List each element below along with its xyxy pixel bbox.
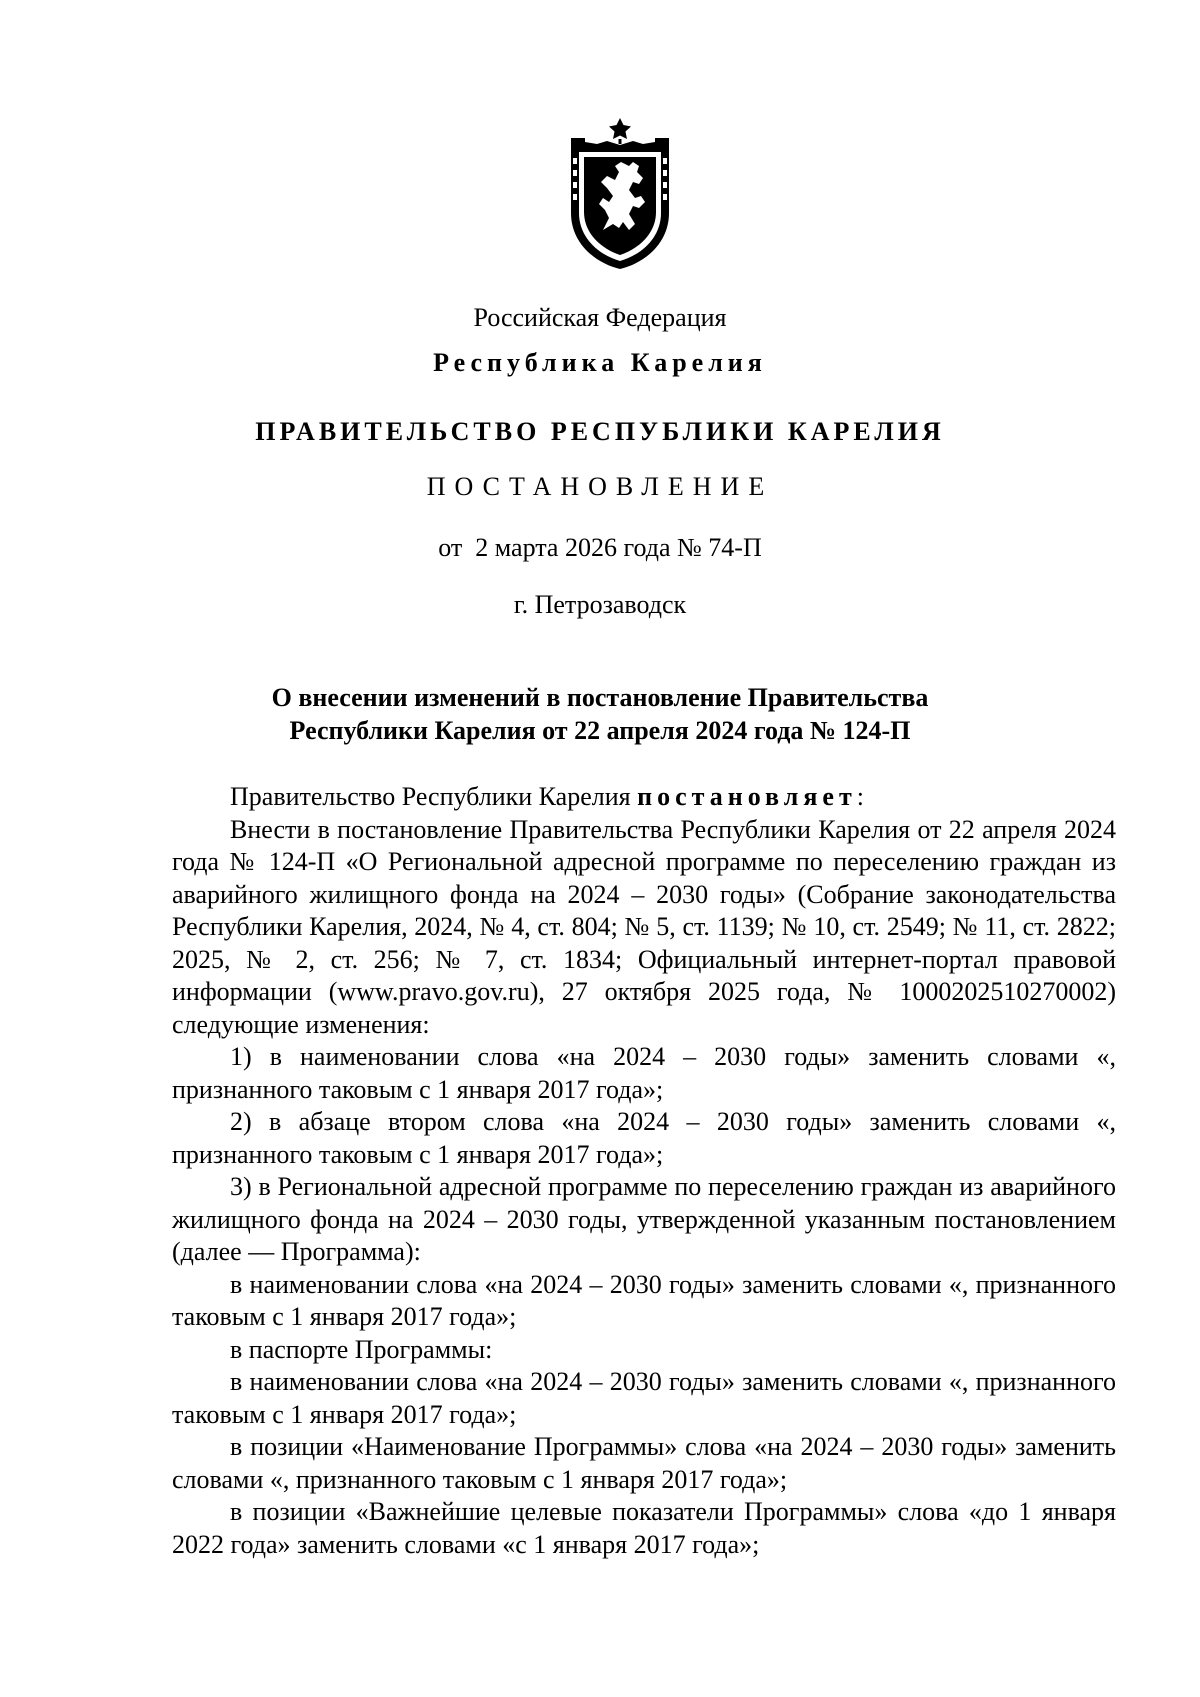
government-name: ПРАВИТЕЛЬСТВО РЕСПУБЛИКИ КАРЕЛИЯ	[255, 417, 945, 446]
republic-name: Республика Карелия	[433, 348, 767, 377]
document-body	[172, 781, 1116, 1561]
body-paragraph-item-1: 1) в наименовании слова «на 2024 – 2030 годы» заменить словами «, признанного таковым с 1 января 2017 года»;	[172, 1042, 1116, 1104]
body-paragraph-main: Внести в постановление Правительства Республики Карелия от 22 апреля 2024 года № 124-П «О Региональной адресной программе по переселению граждан из аварийного жилищного фонда на 2024 – 2030 годы» (Собрание законодательства Республики Карелия, 2024, № 4, ст. 804; № 5, ст. 1139; № 10, ст. 2549; № 11, ст. 2822; 2025, № 2, ст. 256; № 7, ст. 1834; Официальный интернет-портал правовой информации (www.pravo.gov.ru), 27 октября 2025 года, № 1000202510270002) следующие изменения:	[172, 814, 1116, 1039]
decree-colon: :	[856, 782, 864, 811]
document-type: ПОСТАНОВЛЕНИЕ	[426, 472, 774, 501]
body-paragraph: в наименовании слова «на 2024 – 2030 годы» заменить словами «, признанного таковым с 1 января 2017 года»;	[172, 1269, 1116, 1331]
body-paragraph: в паспорте Программы:	[230, 1334, 493, 1364]
coat-of-arms-icon	[567, 118, 673, 270]
country-name: Российская Федерация	[473, 303, 727, 332]
body-paragraph-item-2: 2) в абзаце втором слова «на 2024 – 2030 годы» заменить словами «, признанного таковым с 1 января 2017 года»;	[172, 1107, 1116, 1169]
body-paragraph: в позиции «Наименование Программы» слова «на 2024 – 2030 годы» заменить словами «, признанного таковым с 1 января 2017 года»;	[172, 1432, 1116, 1494]
decree-intro: Правительство Республики Карелия	[230, 782, 638, 811]
body-paragraph: в наименовании слова «на 2024 – 2030 годы» заменить словами «, признанного таковым с 1 января 2017 года»;	[172, 1367, 1116, 1429]
document-date-number: от 2 марта 2026 года № 74-П	[438, 533, 762, 562]
body-paragraph-item-3: 3) в Региональной адресной программе по переселению граждан из аварийного жилищного фонда на 2024 – 2030 годы, утвержденной указанным постановлением (далее — Программа):	[172, 1172, 1116, 1266]
body-paragraph: в позиции «Важнейшие целевые показатели Программы» слова «до 1 января 2022 года» заменить словами «с 1 января 2017 года»;	[172, 1497, 1116, 1559]
document-city: г. Петрозаводск	[513, 590, 687, 619]
document-title-line-1: О внесении изменений в постановление Правительства	[271, 683, 929, 712]
decree-statement	[172, 781, 1116, 814]
document-title-line-2: Республики Карелия от 22 апреля 2024 года № 124-П	[289, 716, 911, 745]
decree-word: постановляет	[637, 782, 857, 811]
